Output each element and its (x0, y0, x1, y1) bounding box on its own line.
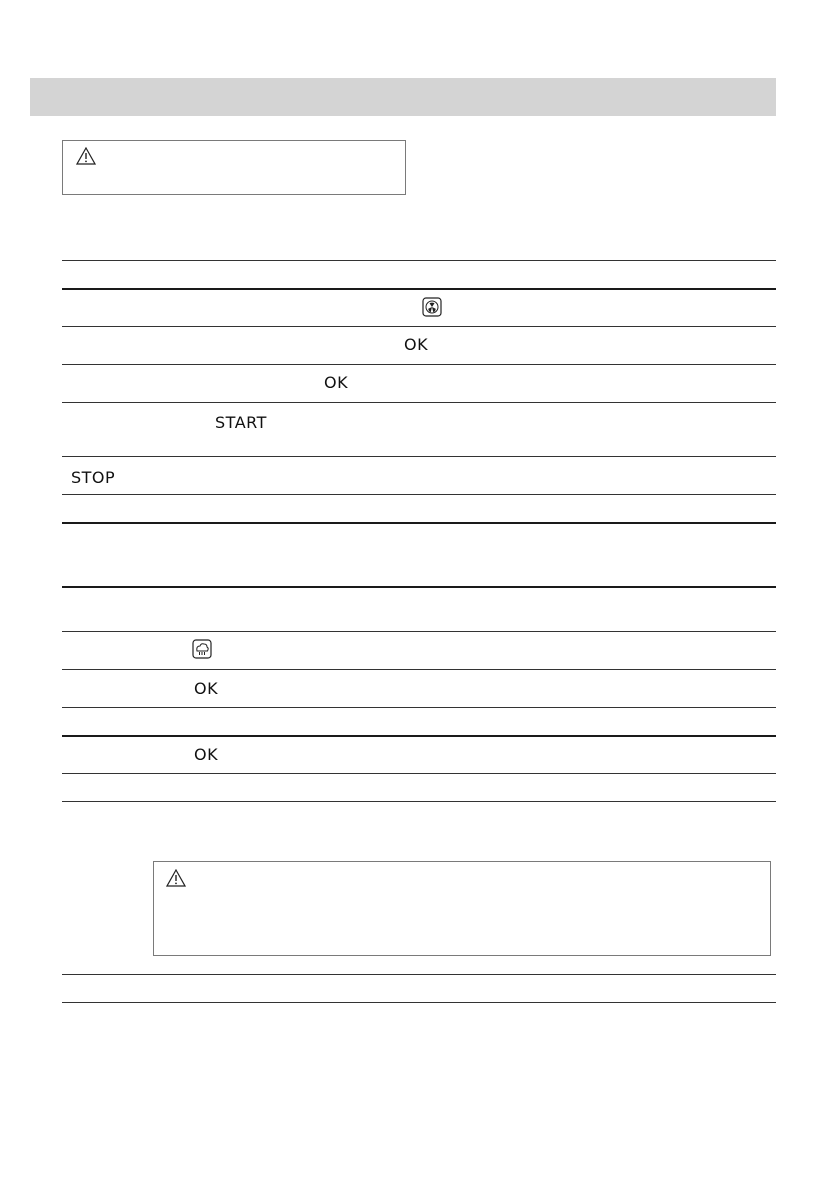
warning-box (153, 861, 771, 956)
table-rule (62, 326, 776, 327)
table-rule (62, 586, 776, 588)
table-rule (62, 288, 776, 290)
table-rule (62, 402, 776, 403)
ok-key-label: OK (324, 373, 349, 392)
table-rule (62, 735, 776, 737)
table-rule (62, 773, 776, 774)
start-key-label: START (215, 413, 267, 432)
stop-key-label: STOP (71, 468, 116, 487)
table-rule (62, 494, 776, 495)
table-rule (62, 260, 776, 261)
ok-key-label: OK (404, 335, 429, 354)
section-header-band (30, 78, 776, 116)
warning-box (62, 140, 406, 195)
warning-triangle-icon (166, 869, 186, 887)
table-rule (62, 631, 776, 632)
warning-triangle-icon (76, 147, 96, 165)
table-rule (62, 707, 776, 708)
table-rule (62, 364, 776, 365)
table-rule (62, 801, 776, 802)
table-rule (62, 456, 776, 457)
ok-key-label: OK (194, 745, 219, 764)
table-rule (62, 974, 776, 975)
ok-key-label: OK (194, 679, 219, 698)
table-rule (62, 1002, 776, 1003)
table-rule (62, 522, 776, 524)
steam-key-icon (192, 639, 212, 659)
table-rule (62, 669, 776, 670)
fan-key-icon (422, 297, 442, 317)
